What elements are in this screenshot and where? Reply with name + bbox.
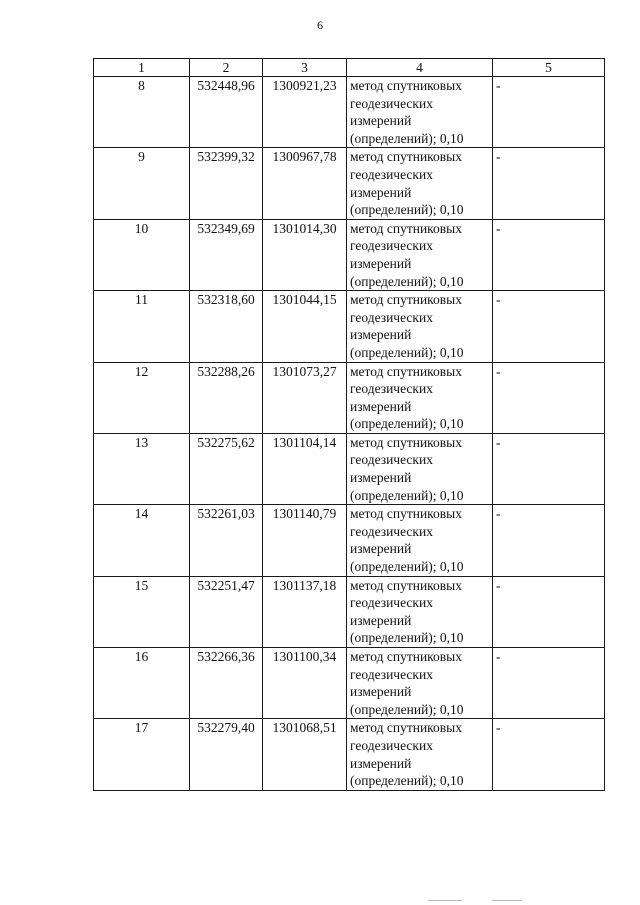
method-line: измерений bbox=[350, 327, 412, 343]
table-row bbox=[94, 648, 605, 719]
x-coordinate-cell: 532349,69 bbox=[190, 219, 263, 290]
note-cell: - bbox=[493, 362, 605, 433]
x-coordinate-cell: 532251,47 bbox=[190, 576, 263, 647]
method-line: геодезических bbox=[350, 95, 433, 111]
table-row bbox=[94, 291, 605, 362]
coordinates-table bbox=[93, 58, 605, 791]
method-cell bbox=[347, 576, 493, 647]
y-coordinate-cell: 1301073,27 bbox=[263, 362, 347, 433]
y-coordinate-cell: 1300921,23 bbox=[263, 77, 347, 148]
method-line: геодезических bbox=[350, 737, 433, 753]
table-row bbox=[94, 77, 605, 148]
column-header: 3 bbox=[263, 59, 347, 77]
method-cell bbox=[347, 291, 493, 362]
note-cell: - bbox=[493, 291, 605, 362]
table-row bbox=[94, 505, 605, 576]
x-coordinate-cell: 532261,03 bbox=[190, 505, 263, 576]
note-cell: - bbox=[493, 148, 605, 219]
y-coordinate-cell: 1301044,15 bbox=[263, 291, 347, 362]
y-coordinate-cell: 1301140,79 bbox=[263, 505, 347, 576]
table-row bbox=[94, 219, 605, 290]
note-cell: - bbox=[493, 648, 605, 719]
method-cell bbox=[347, 148, 493, 219]
method-line: метод спутниковых bbox=[350, 363, 462, 379]
method-line: метод спутниковых bbox=[350, 220, 462, 236]
method-line: измерений bbox=[350, 755, 412, 771]
point-number-cell: 13 bbox=[94, 433, 190, 504]
column-header: 5 bbox=[493, 59, 605, 77]
point-number-cell: 11 bbox=[94, 291, 190, 362]
method-cell bbox=[347, 362, 493, 433]
method-line: (определений); 0,10 bbox=[350, 630, 464, 646]
y-coordinate-cell: 1301137,18 bbox=[263, 576, 347, 647]
method-line: геодезических bbox=[350, 238, 433, 254]
x-coordinate-cell: 532399,32 bbox=[190, 148, 263, 219]
method-line: (определений); 0,10 bbox=[350, 559, 464, 575]
x-coordinate-cell: 532448,96 bbox=[190, 77, 263, 148]
note-cell: - bbox=[493, 719, 605, 790]
x-coordinate-cell: 532275,62 bbox=[190, 433, 263, 504]
y-coordinate-cell: 1301100,34 bbox=[263, 648, 347, 719]
point-number-cell: 14 bbox=[94, 505, 190, 576]
method-line: метод спутниковых bbox=[350, 78, 462, 93]
method-line: геодезических bbox=[350, 166, 433, 182]
table-row bbox=[94, 719, 605, 790]
note-cell: - bbox=[493, 505, 605, 576]
x-coordinate-cell: 532288,26 bbox=[190, 362, 263, 433]
x-coordinate-cell: 532266,36 bbox=[190, 648, 263, 719]
method-line: (определений); 0,10 bbox=[350, 130, 464, 146]
column-header: 1 bbox=[94, 59, 190, 77]
point-number-cell: 8 bbox=[94, 77, 190, 148]
note-cell: - bbox=[493, 576, 605, 647]
method-line: метод спутниковых bbox=[350, 720, 462, 736]
method-line: (определений); 0,10 bbox=[350, 773, 464, 789]
method-line: измерений bbox=[350, 470, 412, 486]
method-line: измерений bbox=[350, 541, 412, 557]
method-cell bbox=[347, 433, 493, 504]
method-cell bbox=[347, 219, 493, 290]
method-line: (определений); 0,10 bbox=[350, 344, 464, 360]
column-header: 4 bbox=[347, 59, 493, 77]
method-line: метод спутниковых bbox=[350, 434, 462, 450]
page-number: 6 bbox=[317, 18, 323, 32]
method-line: метод спутниковых bbox=[350, 292, 462, 308]
method-line: (определений); 0,10 bbox=[350, 202, 464, 218]
method-cell bbox=[347, 77, 493, 148]
scan-artifact bbox=[492, 900, 522, 901]
point-number-cell: 10 bbox=[94, 219, 190, 290]
note-cell: - bbox=[493, 77, 605, 148]
method-line: измерений bbox=[350, 255, 412, 271]
table-row bbox=[94, 362, 605, 433]
column-header: 2 bbox=[190, 59, 263, 77]
method-cell bbox=[347, 719, 493, 790]
method-cell bbox=[347, 648, 493, 719]
x-coordinate-cell: 532318,60 bbox=[190, 291, 263, 362]
note-cell: - bbox=[493, 433, 605, 504]
table-row bbox=[94, 576, 605, 647]
y-coordinate-cell: 1301014,30 bbox=[263, 219, 347, 290]
point-number-cell: 16 bbox=[94, 648, 190, 719]
point-number-cell: 17 bbox=[94, 719, 190, 790]
method-line: измерений bbox=[350, 184, 412, 200]
method-line: метод спутниковых bbox=[350, 577, 462, 593]
method-line: геодезических bbox=[350, 666, 433, 682]
method-line: геодезических bbox=[350, 595, 433, 611]
method-line: метод спутниковых bbox=[350, 506, 462, 522]
method-line: (определений); 0,10 bbox=[350, 701, 464, 717]
scan-artifact bbox=[428, 900, 462, 901]
method-line: (определений); 0,10 bbox=[350, 487, 464, 503]
method-line: измерений bbox=[350, 684, 412, 700]
point-number-cell: 15 bbox=[94, 576, 190, 647]
method-line: геодезических bbox=[350, 452, 433, 468]
method-line: геодезических bbox=[350, 523, 433, 539]
method-line: геодезических bbox=[350, 381, 433, 397]
method-line: (определений); 0,10 bbox=[350, 273, 464, 289]
method-line: измерений bbox=[350, 612, 412, 628]
note-cell: - bbox=[493, 219, 605, 290]
table-header-row bbox=[94, 59, 605, 77]
y-coordinate-cell: 1301068,51 bbox=[263, 719, 347, 790]
y-coordinate-cell: 1300967,78 bbox=[263, 148, 347, 219]
point-number-cell: 9 bbox=[94, 148, 190, 219]
table-row bbox=[94, 433, 605, 504]
x-coordinate-cell: 532279,40 bbox=[190, 719, 263, 790]
point-number-cell: 12 bbox=[94, 362, 190, 433]
method-line: (определений); 0,10 bbox=[350, 416, 464, 432]
y-coordinate-cell: 1301104,14 bbox=[263, 433, 347, 504]
method-line: измерений bbox=[350, 398, 412, 414]
method-line: геодезических bbox=[350, 309, 433, 325]
table-row bbox=[94, 148, 605, 219]
method-cell bbox=[347, 505, 493, 576]
method-line: измерений bbox=[350, 113, 412, 129]
method-line: метод спутниковых bbox=[350, 149, 462, 165]
method-line: метод спутниковых bbox=[350, 649, 462, 664]
